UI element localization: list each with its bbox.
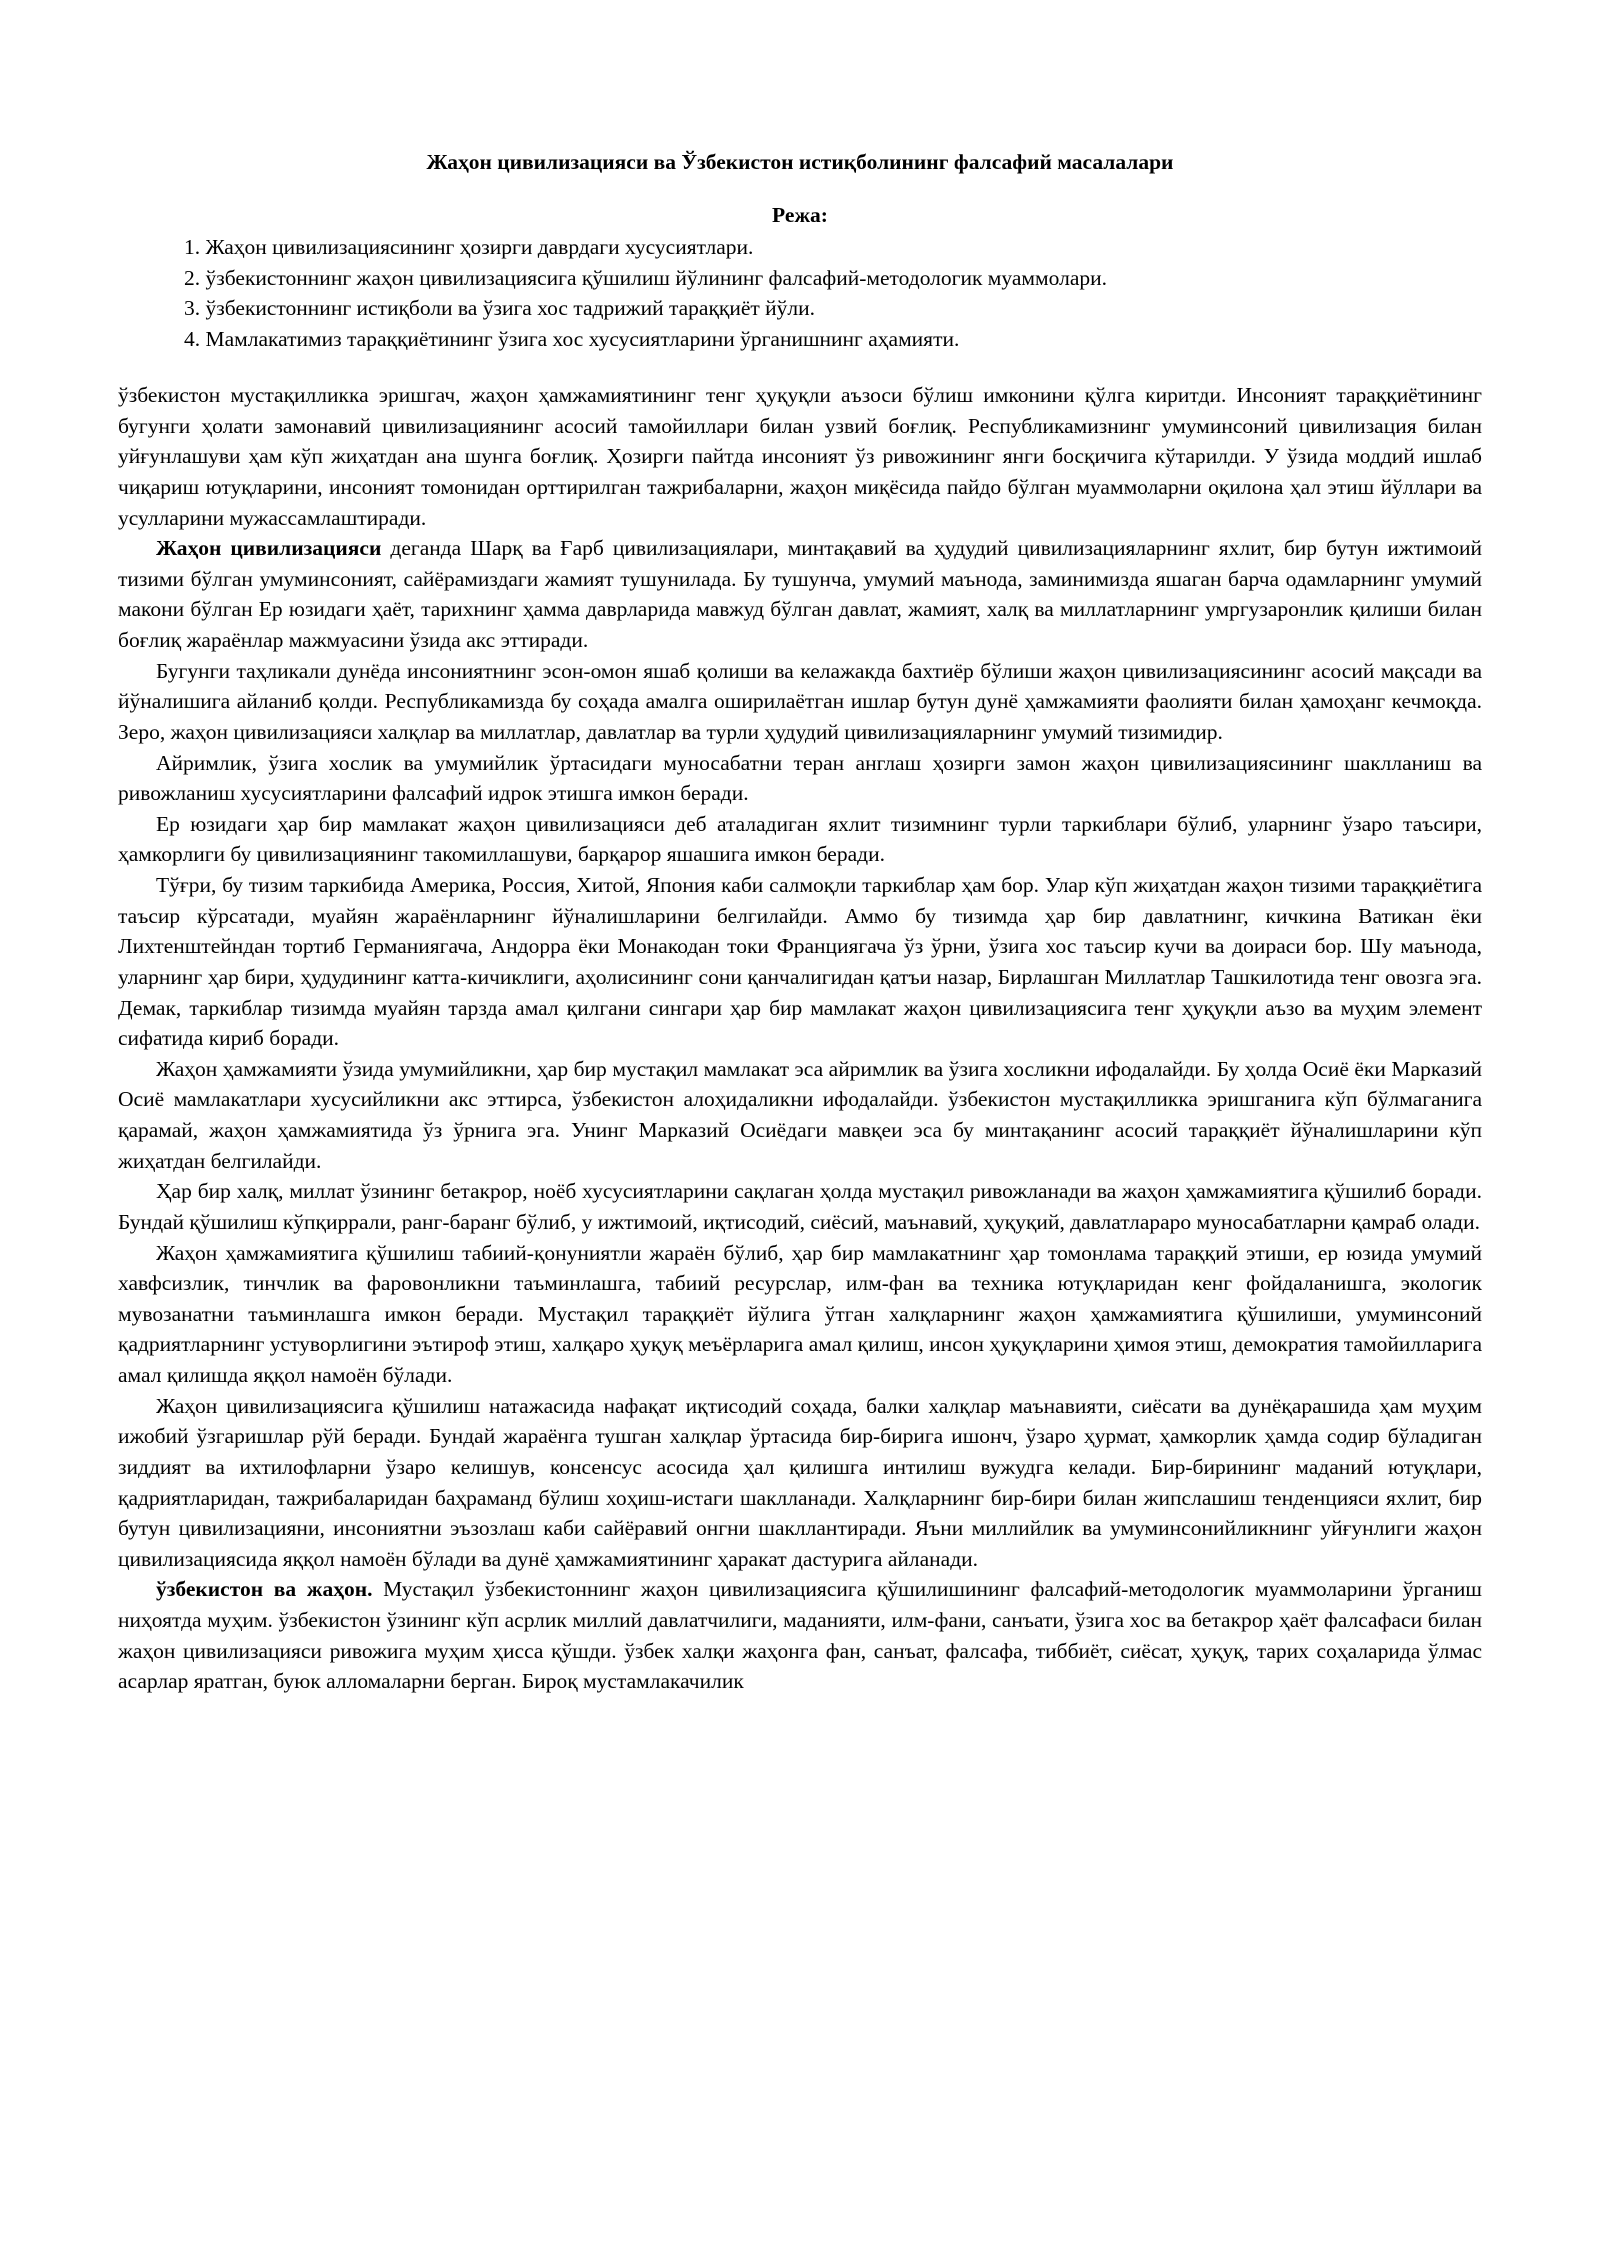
section-spacer [118,354,1482,380]
paragraph-text: Айримлик, ўзига хослик ва умумийлик ўртасидаги муносабатни теран англаш ҳозирги замон жаҳон цивилизациясининг шаклланиш ва ривожланиш хусусиятларини фалсафий идрок этишга имкон беради. [118,750,1482,806]
plan-item: 2. ўзбекистоннинг жаҳон цивилизациясига қўшилиш йўлининг фалсафий-методологик муаммолари. [184,265,1107,290]
paragraph-text: Ер юзидаги ҳар бир мамлакат жаҳон цивилизацияси деб аталадиган яхлит тизимнинг турли таркиблари бўлиб, уларнинг ўзаро таъсири, ҳамкорлиги бу цивилизациянинг такомиллашуви, барқарор яшашига имкон беради. [118,811,1482,867]
paragraph [118,1176,1482,1237]
paragraph [118,656,1482,748]
page-title: Жаҳон цивилизацияси ва Ўзбекистон истиқболининг фалсафий масалалари [426,150,1174,174]
paragraph [118,748,1482,809]
plan-heading: Режа: [772,203,828,228]
plan-list [118,232,1482,354]
paragraph [118,1391,1482,1575]
body-text [118,380,1482,1697]
paragraph [118,380,1482,533]
paragraph-lead: ўзбекистон ва жаҳон. [156,1577,373,1602]
plan-item: 1. Жаҳон цивилизациясининг ҳозирги даврдаги хусусиятлари. [184,235,754,260]
paragraph-text: Жаҳон цивилизациясига қўшилиш натажасида нафақат иқтисодий соҳада, балки халқлар маънавияти, сиёсати ва дунёқарашида ҳам муҳим ижобий ўзгаришлар рўй беради. Бундай жараёнга тушган халқлар ўртасида бир-бирига ишонч, ўзаро ҳурмат, ҳамкорлик ҳамда содир бўладиган зиддият ва ихтилофларни ўзаро келишув, консенсус асосида ҳал қилишга интилиш вужудга келади. Бир-бирининг маданий ютуқлари, қадриятларидан, тажрибаларидан баҳраманд бўлиш хоҳиш-истаги шаклланади. Халқларнинг бир-бири билан жипслашиш тенденцияси яхлит, бир бутун цивилизацияни, инсониятни эъзозлаш каби сайёравий онгни шакллантиради. Яъни миллийлик ва умуминсонийликнинг уйғунлиги жаҳон цивилизациясида яққол намоён бўлади ва дунё ҳамжамиятининг ҳаракат дастурига айланади. [118,1393,1482,1571]
paragraph-text: деганда Шарқ ва Ғарб цивилизациялари, минтақавий ва ҳудудий цивилизацияларнинг яхлит, бир бутун ижтимоий тизими бўлган умуминсоният, сайёрамиздаги жамият тушунилада. Бу тушунча, умумий маънода, заминимизда яшаган барча одамларнинг умумий макони бўлган Ер юзидаги ҳаёт, тарихнинг ҳамма даврларида мавжуд бўлган давлат, жамият, халқ ва миллатларнинг умргузаронлик қилиши билан боғлиқ жараёнлар мажмуасини ўзида акс эттиради. [118,536,1482,653]
paragraph [118,1054,1482,1177]
paragraph-text: Жаҳон ҳамжамиятига қўшилиш табиий-қонуниятли жараён бўлиб, ҳар бир мамлакатнинг ҳар томонлама тараққий этиши, ер юзида умумий хавфсизлик, тинчлик ва фаровонликни таъминлашга, табиий ресурслар, илм-фан ва техника ютуқларидан кенг фойдаланишга, экологик мувозанатни таъминлашга имкон беради. Мустақил тараққиёт йўлига ўтган халқларнинг жаҳон ҳамжамиятига қўшилиши, умуминсоний қадриятларнинг устуворлигини эътироф этиш, халқаро ҳуқуқ меъёрларига амал қилиш, инсон ҳуқуқларини ҳимоя этиш, демократия тамойилларига амал қилишда яққол намоён бўлади. [118,1240,1482,1388]
paragraph-text: ўзбекистон мустақилликка эришгач, жаҳон ҳамжамиятининг тенг ҳуқуқли аъзоси бўлиш имконини қўлга киритди. Инсоният тараққиётининг бугунги ҳолати замонавий цивилизациянинг асосий тамойиллари билан узвий боғлиқ. Республикамизнинг умуминсоний цивилизация билан уйғунлашуви ҳам кўп жиҳатдан ана шунга боғлиқ. Ҳозирги пайтда инсоният ўз ривожининг янги босқичига кўтарилди. У ўзида моддий ишлаб чиқариш ютуқларини, инсоният томонидан орттирилган тажрибаларни, жаҳон миқёсида пайдо бўлган муаммоларни оқилона ҳал этиш йўллари ва усулларини мужассамлаштиради. [118,383,1482,530]
paragraph [118,533,1482,656]
paragraph [118,809,1482,870]
plan-item: 4. Мамлакатимиз тараққиётининг ўзига хос хусусиятларини ўрганишнинг аҳамияти. [184,326,960,351]
paragraph-text: Ҳар бир халқ, миллат ўзининг бетакрор, ноёб хусусиятларини сақлаган ҳолда мустақил ривожланади ва жаҳон ҳамжамиятига қўшилиб боради. Бундай қўшилиш кўпқиррали, ранг-баранг бўлиб, у ижтимоий, иқтисодий, сиёсий, маънавий, ҳуқуқий, давлатлараро муносабатларни қамраб олади. [118,1179,1482,1234]
paragraph-text: Мустақил ўзбекистоннинг жаҳон цивилизациясига қўшилишининг фалсафий-методологик муаммоларини ўрганиш ниҳоятда муҳим. ўзбекистон ўзининг кўп асрлик миллий давлатчилиги, маданияти, илм-фани, санъати, ўзига хос ва бетакрор ҳаёт фалсафаси билан жаҳон цивилизацияси ривожига муҳим ҳисса қўшди. ўзбек халқи жаҳонга фан, санъат, фалсафа, тиббиёт, сиёсат, ҳуқуқ, тарих соҳаларида ўлмас асарлар яратган, буюк алломаларни берган. Бироқ мустамлакачилик [118,1577,1482,1694]
paragraph [118,870,1482,1054]
paragraph-text: Бугунги таҳликали дунёда инсониятнинг эсон-омон яшаб қолиши ва келажакда бахтиёр бўлиши жаҳон цивилизациясининг асосий мақсади ва йўналишига айланиб қолди. Республикамизда бу соҳада амалга оширилаётган ишлар бутун дунё ҳамжамияти фаолияти билан ҳамоҳанг кечмоқда. Зеро, жаҳон цивилизацияси халқлар ва миллатлар, давлатлар ва турли ҳудудий цивилизацияларнинг умумий тизимидир. [118,658,1482,744]
paragraph-lead: Жаҳон цивилизацияси [156,536,382,561]
plan-item: 3. ўзбекистоннинг истиқболи ва ўзига хос тадрижий тараққиёт йўли. [184,296,816,321]
paragraph [118,1238,1482,1391]
paragraph-text: Тўғри, бу тизим таркибида Америка, Россия, Хитой, Япония каби салмоқли таркиблар ҳам бор. Улар кўп жиҳатдан жаҳон тизими тараққиётига таъсир кўрсатади, муайян жараёнларнинг йўналишларини белгилайди. Аммо бу тизимда ҳар бир давлатнинг, кичкина Ватикан ёки Лихтенштейндан тортиб Германиягача, Андорра ёки Монакодан токи Франциягача ўз ўрни, ўзига хос таъсир кучи ва доираси бор. Шу маънода, уларнинг ҳар бири, ҳудудининг катта-кичиклиги, аҳолисининг сони қанчалигидан қатъи назар, Бирлашган Миллатлар Ташкилотида тенг овозга эга. Демак, таркиблар тизимда муайян тарзда амал қилгани сингари ҳар бир мамлакат жаҳон цивилизациясига тенг ҳуқуқли аъзо ва муҳим элемент сифатида кириб боради. [118,873,1482,1051]
paragraph [118,1574,1482,1697]
paragraph-text: Жаҳон ҳамжамияти ўзида умумийликни, ҳар бир мустақил мамлакат эса айримлик ва ўзига хосликни ифодалайди. Бу ҳолда Осиё ёки Марказий Осиё мамлакатлари хусусийликни акс эттирса, ўзбекистон алоҳидаликни ифодалайди. ўзбекистон мустақилликка эришганига кўп бўлмаганига қарамай, жаҳон ҳамжамиятида ўз ўрнига эга. Унинг Марказий Осиёдаги мавқеи эса бу минтақанинг асосий тараққиёт йўналишларини кўп жиҳатдан белгилайди. [118,1056,1482,1173]
